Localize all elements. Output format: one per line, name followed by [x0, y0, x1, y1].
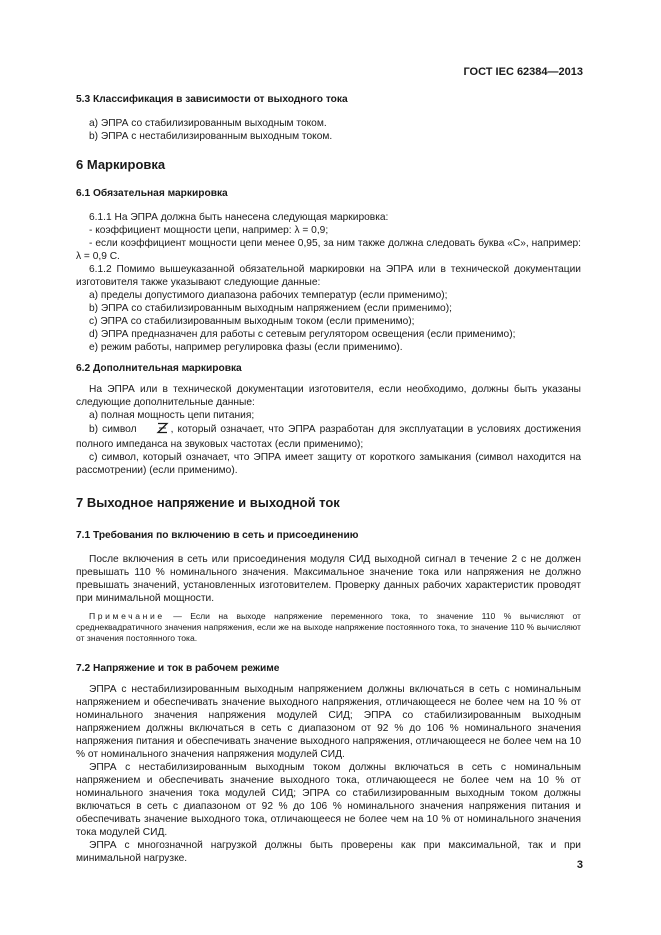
section-7-heading: 7 Выходное напряжение и выходной ток — [76, 495, 340, 510]
list-item: c) символ, который означает, что ЭПРА имеет защиту от короткого замыкания (символ находится на рассмотрении) (если применимо). — [76, 452, 581, 476]
paragraph: - коэффициент мощности цепи, например: λ = 0,9; — [89, 225, 329, 236]
section-7-1-heading: 7.1 Требования по включению в сеть и присоединению — [76, 530, 359, 541]
list-item: a) ЭПРА со стабилизированным выходным током. — [89, 118, 327, 129]
section-6-heading: 6 Маркировка — [76, 157, 166, 172]
section-6-1-heading: 6.1 Обязательная маркировка — [76, 188, 228, 199]
paragraph: - если коэффициент мощности цепи менее 0,95, за ним также должна следовать буква «C», например: λ = 0,9 C. — [76, 238, 581, 262]
paragraph: ЭПРА с нестабилизированным выходным током должны включаться в сеть с номинальным напряжением и обеспечивать значение выходного тока, отличающееся не более чем на 10 % от номинального значения тока модулей СИД; ЭПРА со стабилизированным выходным током должны включаться в сеть с диапазоном от 92 % до 106 % номинального значения напряжения питания и обеспечивать значение выходного тока, отличающееся не более чем на 10 % от номинального значения тока модулей СИД. — [76, 762, 581, 838]
list-item: d) ЭПРА предназначен для работы с сетевым регулятором освещения (если применимо); — [89, 329, 516, 340]
note-text: — Если на выходе напряжение переменного тока, то значение 110 % вычисляют от среднеквадратичного значения напряжения, если же на выходе напряжение постоянного тока, то значение 110 % вычисляют от значения постоянного тока. — [76, 611, 581, 643]
document-body — [76, 93, 581, 865]
symbol-intro: b) символ — [89, 424, 137, 435]
paragraph: На ЭПРА или в технической документации изготовителя, если необходимо, должны быть указаны следующие дополнительные данные: — [76, 384, 581, 408]
note — [76, 611, 581, 644]
document-header: ГОСТ IEC 62384—2013 — [463, 66, 583, 78]
list-item: b) ЭПРА со стабилизированным выходным напряжением (если применимо); — [89, 303, 452, 314]
paragraph: ЭПРА с нестабилизированным выходным напряжением должны включаться в сеть с номинальным напряжением и обеспечивать значение выходного напряжения, отличающееся не более чем на 10 % от номинального значения напряжения модулей СИД; ЭПРА со стабилизированным выходным напряжением должны включаться в сеть с диапазоном от 92 % до 106 % номинального значения напряжения питания и обеспечивать значение выходного напряжения, отличающееся не более чем на 10 % от номинального значения напряжения модулей СИД. — [76, 684, 581, 760]
list-item — [76, 422, 581, 451]
page-number: 3 — [576, 859, 583, 871]
list-item: a) полная мощность цепи питания; — [89, 410, 255, 421]
list-item: a) пределы допустимого диапазона рабочих температур (если применимо); — [89, 290, 448, 301]
impedance-symbol-icon — [143, 422, 169, 438]
symbol-description: , который означает, что ЭПРА разработан для эксплуатации в условиях достижения полного импеданса на звуковых частотах (если применимо); — [76, 424, 581, 450]
section-5-3-heading: 5.3 Классификация в зависимости от выходного тока — [76, 94, 348, 105]
paragraph: 6.1.1 На ЭПРА должна быть нанесена следующая маркировка: — [89, 212, 389, 223]
list-item: e) режим работы, например регулировка фазы (если применимо). — [89, 342, 403, 353]
section-7-2-heading: 7.2 Напряжение и ток в рабочем режиме — [76, 663, 280, 674]
list-item: b) ЭПРА с нестабилизированным выходным током. — [89, 131, 333, 142]
paragraph: ЭПРА с многозначной нагрузкой должны быть проверены как при максимальной, так и при минимальной нагрузке. — [76, 840, 581, 864]
note-label: Примечание — [89, 611, 165, 621]
paragraph: 6.1.2 Помимо вышеуказанной обязательной маркировки на ЭПРА или в технической документации изготовителя также указывают следующие данные: — [76, 264, 581, 288]
section-6-2-heading: 6.2 Дополнительная маркировка — [76, 363, 242, 374]
paragraph: После включения в сеть или присоединения модуля СИД выходной сигнал в течение 2 с не должен превышать 110 % номинального значения. Максимальное значение тока или напряжения не должно превышать значений, установленных изготовителем. Проверку данных рабочих характеристик проводят при минимальной мощности. — [76, 554, 581, 604]
list-item: c) ЭПРА со стабилизированным выходным током (если применимо); — [89, 316, 415, 327]
